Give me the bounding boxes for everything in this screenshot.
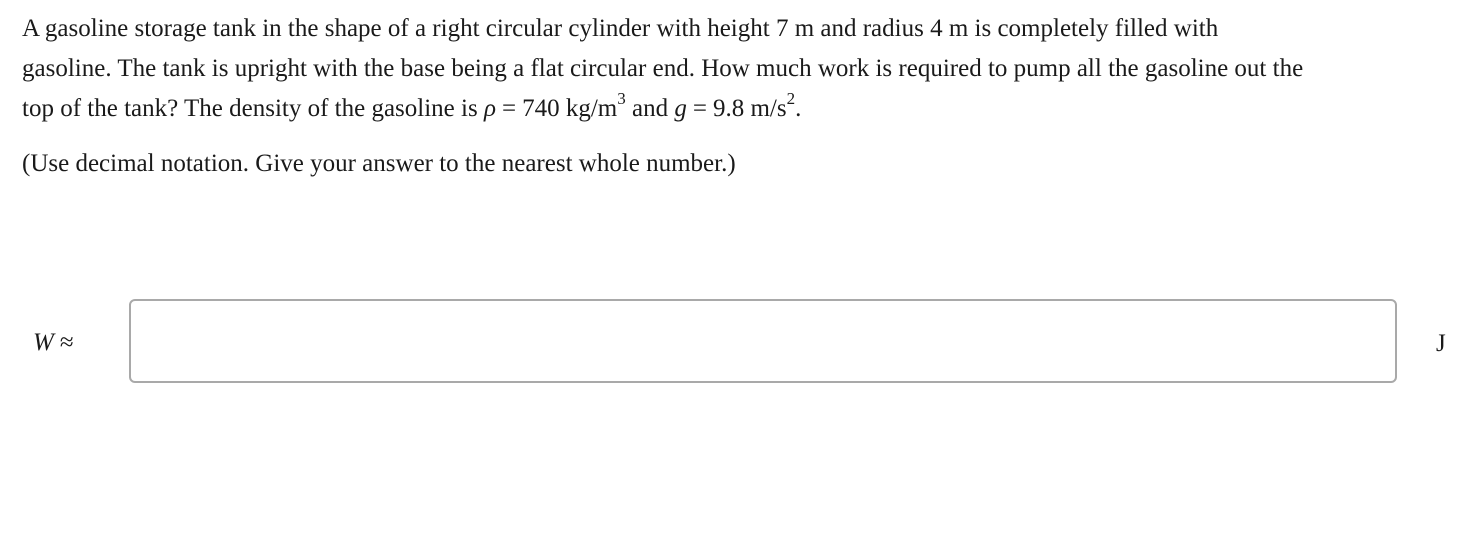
equals-sign-2: = [692,95,707,122]
and-text: and [625,95,675,122]
answer-unit: J [1436,330,1446,357]
answer-label [33,328,74,358]
question-line-2: gasoline. The tank is upright with the base being a flat circular end. How much work is required to pump all the gasoline out the [22,55,1304,82]
density-exponent: 3 [617,88,626,108]
question-text [22,9,1462,129]
g-exponent: 2 [786,88,796,108]
approx-symbol: ≈ [59,329,74,356]
density-value: 740 kg/m [522,95,618,122]
answer-row [0,298,1474,384]
answer-input[interactable] [129,299,1397,383]
g-symbol: g [674,95,687,122]
instruction-text: (Use decimal notation. Give your answer to the nearest whole number.) [22,150,736,177]
rho-symbol: ρ [483,95,496,122]
period: . [795,95,802,122]
g-value: 9.8 m/s [712,95,787,122]
question-line-3 [22,89,1462,129]
work-variable: W [33,329,54,356]
question-line-3-prefix: top of the tank? The density of the gasoline is [22,95,484,122]
question-line-1: A gasoline storage tank in the shape of a right circular cylinder with height 7 m and radius 4 m is completely filled with [22,15,1219,42]
equals-sign: = [501,95,517,122]
